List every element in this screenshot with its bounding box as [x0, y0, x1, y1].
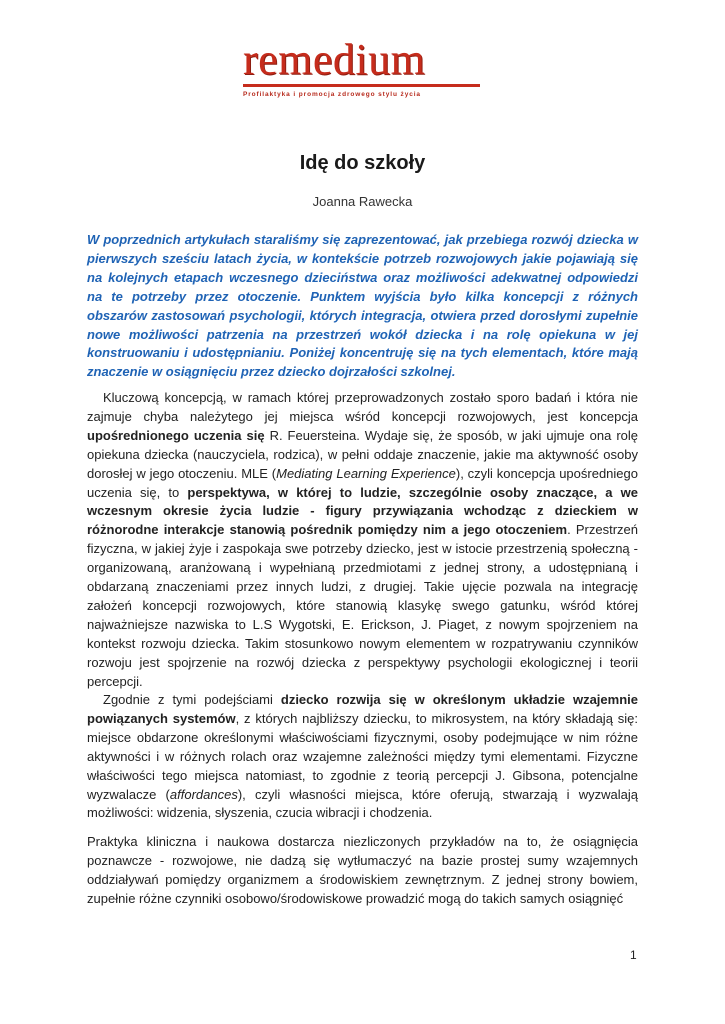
- body-paragraph-3: Praktyka kliniczna i naukowa dostarcza niezliczonych przykładów na to, że osiągnięcia poznawcze - rozwojowe, nie dadzą się wytłumaczyć na bazie prostej sumy wzajemnych oddziaływań pomiędzy organizmem a środowiskiem zewnętrznym. Z jednej strony bowiem, zupełnie różne czynniki osobowo/środowiskowe prowadzić mogą do takich samych osiągnięć: [87, 834, 638, 906]
- italic-term: Mediating Learning Experience: [276, 465, 456, 481]
- logo-tagline: Profilaktyka i promocja zdrowego stylu życia: [243, 91, 421, 98]
- article-title: Idę do szkoły: [299, 152, 426, 174]
- intro-paragraph: W poprzednich artykułach staraliśmy się zaprezentować, jak przebiega rozwój dziecka w pierwszych sześciu latach życia, w kontekście potrzeb rozwojowych jakie pojawiają się na kolejnych etapach wczesnego dzieciństwa oraz możliwości adekwatnej odpowiedzi na te potrzeby przez otoczenie. Punktem wyjścia było kilka koncepcji z różnych obszarów zastosowań psychologii, których integracja, otwiera przed dorosłymi zupełnie nowe możliwości patrzenia na przestrzeń wokół dziecka i na rolę opiekuna w jej konstruowaniu i udostępnianiu. Poniżej koncentruję się na tych elementach, które mają znaczenie w osiągnięciu przez dziecko dojrzałości szkolnej.: [87, 232, 638, 380]
- remedium-logo: [243, 35, 483, 98]
- text-span: ), czyli koncepcja upośredniego uczenia się, to: [87, 465, 638, 500]
- logo-underline: [243, 84, 480, 87]
- text-span: Zgodnie z tymi podejściami: [103, 692, 281, 707]
- body-paragraph-2: [87, 691, 638, 823]
- page-number: 1: [630, 948, 637, 962]
- text-span: ), czyli własności miejsca, które oferują, stwarzają i wyzwalają możliwości: widzenia, słyszenia, czucia wibracji i chodzenia.: [87, 786, 638, 821]
- text-span: R. Feuersteina. Wydaje się, że sposób, w jaki ujmuje ona rolę opiekuna dziecka (nauczyciela, rodzica), w pełni oddaje znaczenie, jakie ma aktywność osoby dorosłej w jego otoczeniu. MLE (: [87, 427, 639, 481]
- italic-term: affordances: [169, 786, 238, 802]
- body-paragraph-1: [87, 389, 638, 692]
- bold-term: dziecko rozwija się w określonym układzie wzajemnie powiązanych systemów: [87, 692, 638, 726]
- article-author: Joanna Rawecka: [312, 194, 413, 209]
- text-span: , z których najbliższy dziecku, to mikrosystem, na który składają się: miejsce obdarzone określonymi właściwościami fizycznymi, osoby podejmujące w nim różne aktywności i w różnych rolach oraz wzajemne zależności między tymi elementami. Fizyczne właściwości tego miejsca natomiast, to zgodnie z teorią percepcji J. Gibsona, potencjalne wyzwalacze (: [87, 710, 638, 802]
- logo-wordmark: remedium: [243, 35, 426, 84]
- text-span: Kluczową koncepcją, w ramach której przeprowadzonych zostało sporo badań i która nie zajmuje chyba należytego jej miejsca wśród koncepcji rozwojowych, jest koncepcja: [87, 390, 638, 424]
- text-span: . Przestrzeń fizyczna, w jakiej żyje i zaspokaja swe potrzeby dziecko, jest w istocie przestrzenią społeczną - organizowaną, aranżowaną i wypełnianą przedmiotami z jednej strony, a udostępnianą i obdarzaną znaczeniami przez innych ludzi, z drugiej. Takie ujęcie pozwala na integrację założeń koncepcji rozwojowych, które stanowią klasykę swego gatunku, wśród której najważniejsze nazwiska to L.S Wygotski, E. Erickson, J. Piaget, z nowym spojrzeniem na kontekst rozwoju dziecka. Takim stosunkowo nowym elementem w rozpatrywaniu czynników rozwoju jest spojrzenie na rozwój dziecka z perspektywy psychologii ekologicznej i teorii percepcji.: [87, 522, 639, 689]
- bold-term: perspektywa, w której to ludzie, szczególnie osoby znaczące, a we wczesnym okresie życia ludzie - figury przywiązania wchodząc z dzieckiem w różnorodne interakcje stanowią pośrednik pomiędzy nim a jego otoczeniem: [87, 484, 639, 538]
- bold-term: upośrednionego uczenia się: [87, 427, 265, 443]
